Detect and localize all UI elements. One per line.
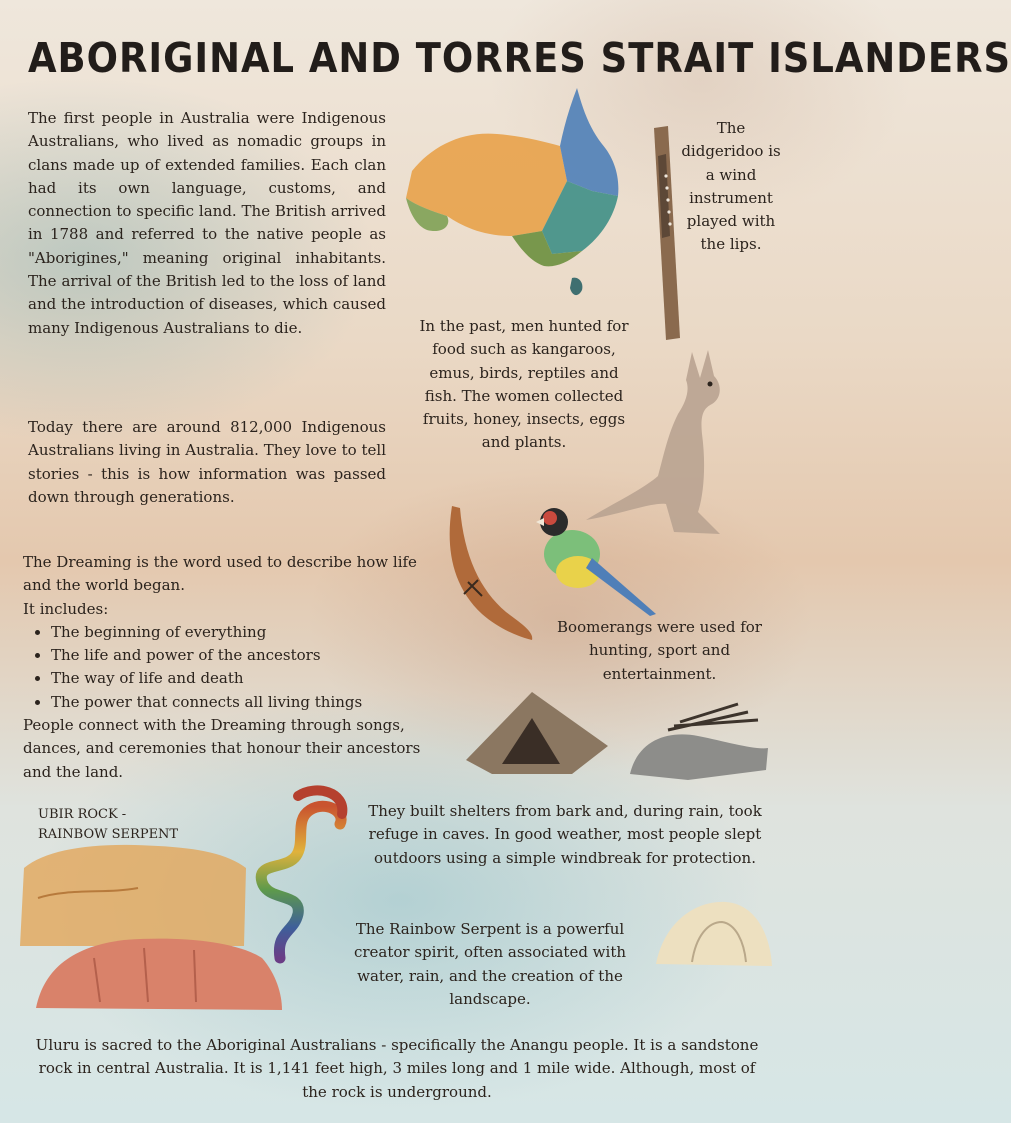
dreaming-section	[23, 551, 433, 784]
list-item: • The way of life and death	[51, 667, 433, 690]
uluru-caption: Uluru is sacred to the Aboriginal Australians - specifically the Anangu people. It is a sandstone rock in central Australia. It is 1,141 feet high, 3 miles long and 1 mile wide. Although, most of the rock is underground.	[35, 1036, 759, 1101]
windbreak-illustration	[628, 700, 770, 780]
didgeridoo-caption: The didgeridoo is a wind instrument played with the lips.	[681, 119, 781, 254]
list-item: • The beginning of everything	[51, 621, 433, 644]
shelter-caption: They built shelters from bark and, during rain, took refuge in caves. In good weather, most people slept outdoors using a simple windbreak for protection.	[368, 802, 762, 867]
intro-paragraph: The first people in Australia were Indigenous Australians, who lived as nomadic groups in clans made up of extended families. Each clan had its own language, customs, and connection to specific land. The British arrived in 1788 and referred to the native people as "Aborigines," meaning original inhabitants. The arrival of the British led to the loss of land and the introduction of diseases, which caused many Indigenous Australians to die.	[28, 109, 386, 337]
page-title: ABORIGINAL AND TORRES STRAIT ISLANDERS	[28, 34, 1011, 82]
dreaming-intro: The Dreaming is the word used to describe how life and the world began.	[23, 553, 417, 595]
cave-shelter-illustration	[652, 892, 776, 972]
bark-shelter-illustration	[462, 688, 612, 778]
dreaming-list	[23, 621, 433, 714]
ubir-label-line1: UBIR ROCK -	[38, 807, 127, 822]
uluru-illustration	[34, 928, 284, 1014]
population-paragraph: Today there are around 812,000 Indigenous Australians living in Australia. They love to tell stories - this is how information was passed down through generations.	[28, 418, 386, 506]
gouldian-finch-illustration	[534, 502, 659, 622]
dreaming-closing: People connect with the Dreaming through songs, dances, and ceremonies that honour their ancestors and the land.	[23, 716, 421, 781]
list-item: • The power that connects all living things	[51, 691, 433, 714]
didgeridoo-illustration	[646, 126, 686, 341]
dreaming-includes: It includes:	[23, 599, 109, 618]
australia-map-illustration	[392, 86, 632, 306]
ubir-label-line2: RAINBOW SERPENT	[38, 827, 179, 842]
serpent-caption: The Rainbow Serpent is a powerful creator spirit, often associated with water, rain, and the creation of the landscape.	[353, 920, 627, 1008]
boomerang-caption: Boomerangs were used for hunting, sport and entertainment.	[557, 618, 762, 683]
boomerang-illustration	[442, 504, 538, 644]
hunting-caption: In the past, men hunted for food such as kangaroos, emus, birds, reptiles and fish. The women collected fruits, honey, insects, eggs and plants.	[419, 317, 629, 452]
list-item: • The life and power of the ancestors	[51, 644, 433, 667]
